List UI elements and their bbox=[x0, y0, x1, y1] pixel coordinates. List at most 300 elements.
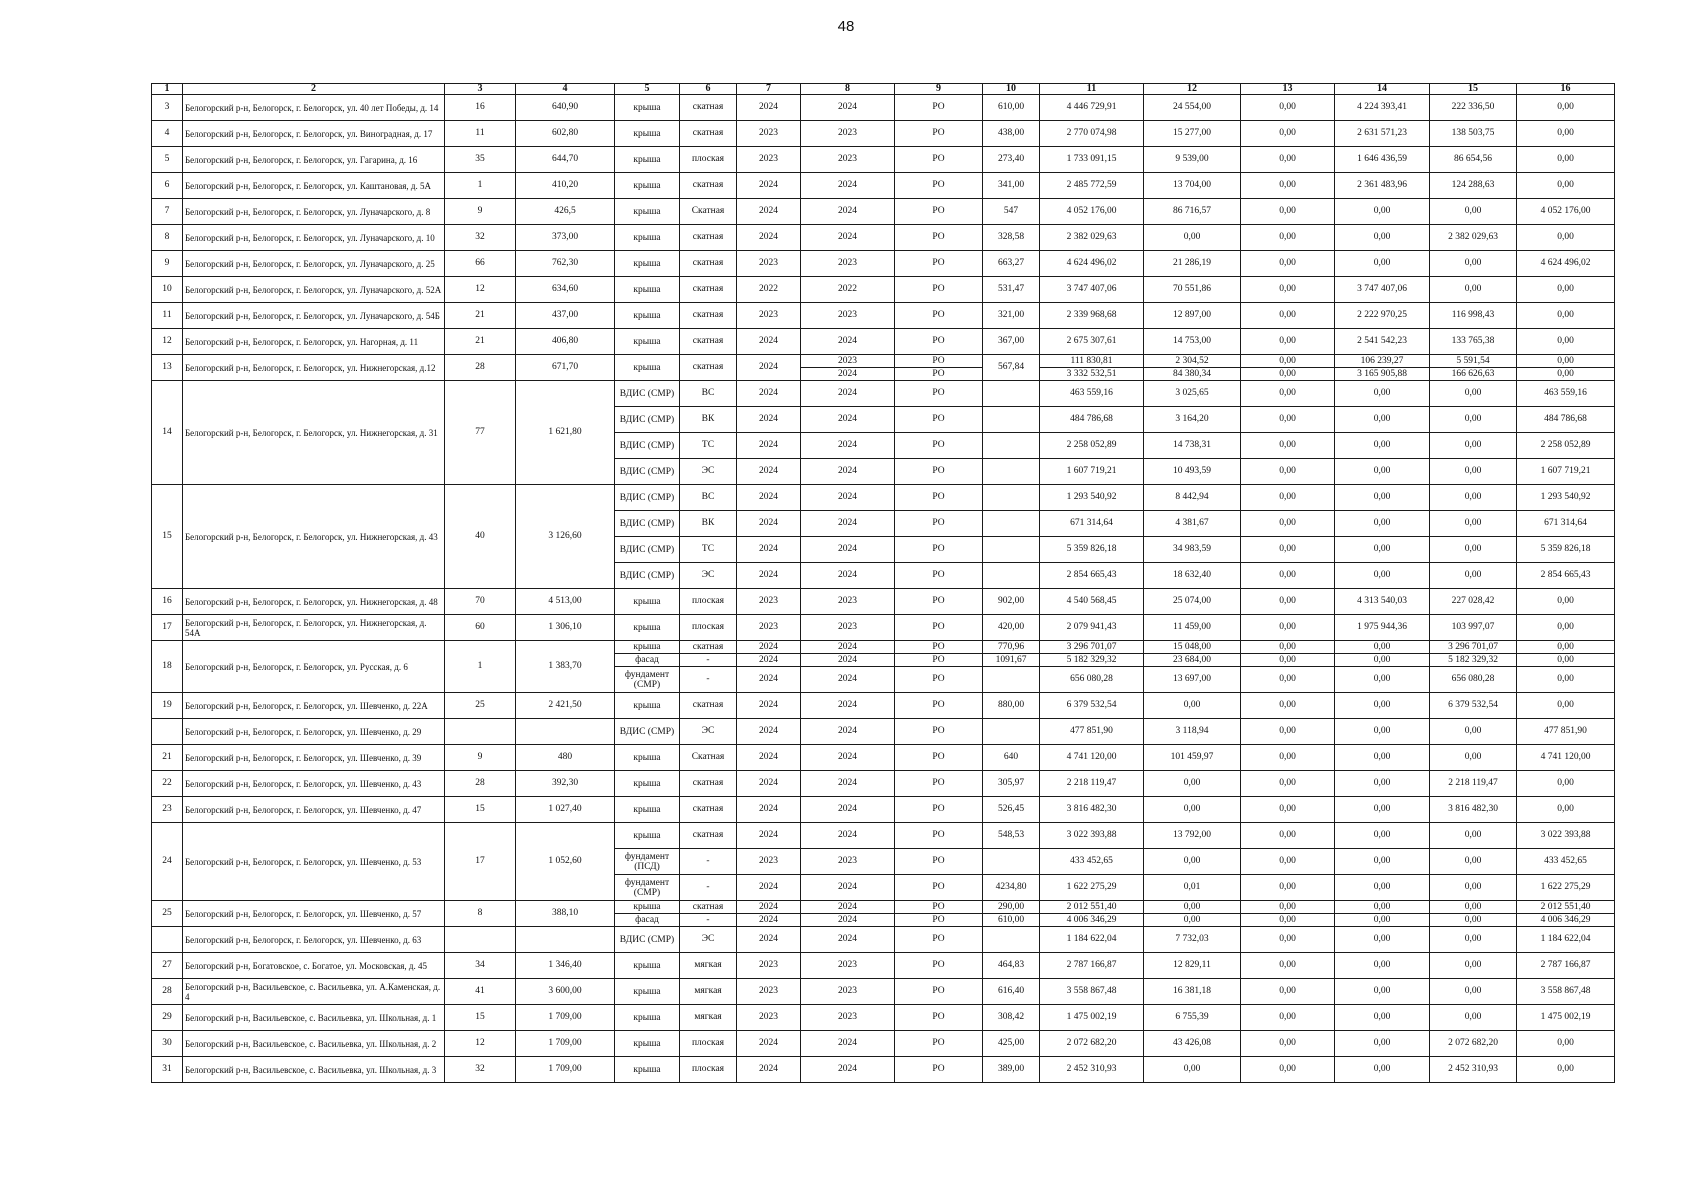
cost-total: 671 314,64 bbox=[1040, 511, 1144, 537]
year-plan: 2024 bbox=[737, 459, 801, 485]
area bbox=[516, 719, 615, 745]
year-actual: 2024 bbox=[801, 875, 895, 901]
cost-total: 1 607 719,21 bbox=[1040, 459, 1144, 485]
year-actual: 2023 bbox=[801, 1005, 895, 1031]
year-plan: 2024 bbox=[737, 901, 801, 914]
work-type: крыша bbox=[615, 953, 680, 979]
cost-item-15: 86 654,56 bbox=[1430, 147, 1517, 173]
table-row bbox=[152, 173, 1615, 199]
cost-item-14: 1 646 436,59 bbox=[1335, 147, 1430, 173]
cost-item-15: 0,00 bbox=[1430, 459, 1517, 485]
year-plan: 2024 bbox=[737, 381, 801, 407]
cost-item-15: 0,00 bbox=[1430, 914, 1517, 927]
subtype: Скатная bbox=[680, 199, 737, 225]
apartments: 32 bbox=[445, 225, 516, 251]
cost-item-15: 0,00 bbox=[1430, 433, 1517, 459]
funding-source: РО bbox=[895, 771, 983, 797]
cost-item-15: 0,00 bbox=[1430, 199, 1517, 225]
address: Белогорский р-н, Белогорск, г. Белогорск, ул. Нижнегорская, д. 54А bbox=[183, 615, 445, 641]
apartments: 15 bbox=[445, 1005, 516, 1031]
cost-total: 2 218 119,47 bbox=[1040, 771, 1144, 797]
volume: 328,58 bbox=[983, 225, 1040, 251]
area: 1 709,00 bbox=[516, 1005, 615, 1031]
address: Белогорский р-н, Белогорск, г. Белогорск, ул. Нижнегорская, д. 43 bbox=[183, 485, 445, 589]
work-type: крыша bbox=[615, 251, 680, 277]
work-type: крыша bbox=[615, 693, 680, 719]
funding-source: РО bbox=[895, 147, 983, 173]
cost-total: 2 382 029,63 bbox=[1040, 225, 1144, 251]
subtype: ВК bbox=[680, 407, 737, 433]
subtype: ЭС bbox=[680, 719, 737, 745]
cost-item-12: 2 304,52 bbox=[1144, 355, 1241, 368]
year-actual: 2024 bbox=[801, 381, 895, 407]
cost-item-16: 2 258 052,89 bbox=[1517, 433, 1615, 459]
year-actual: 2024 bbox=[801, 654, 895, 667]
funding-source: РО bbox=[895, 225, 983, 251]
subtype: ЭС bbox=[680, 563, 737, 589]
table-row bbox=[152, 95, 1615, 121]
column-header: 6 bbox=[680, 84, 737, 95]
cost-total: 2 079 941,43 bbox=[1040, 615, 1144, 641]
subtype: скатная bbox=[680, 121, 737, 147]
cost-item-16: 4 741 120,00 bbox=[1517, 745, 1615, 771]
funding-source: РО bbox=[895, 368, 983, 381]
apartments: 21 bbox=[445, 329, 516, 355]
address: Белогорский р-н, Белогорск, г. Белогорск, ул. Шевченко, д. 47 bbox=[183, 797, 445, 823]
year-plan: 2024 bbox=[737, 355, 801, 381]
year-actual: 2024 bbox=[801, 199, 895, 225]
address: Белогорский р-н, Белогорск, г. Белогорск, ул. Шевченко, д. 43 bbox=[183, 771, 445, 797]
cost-item-12: 24 554,00 bbox=[1144, 95, 1241, 121]
volume: 610,00 bbox=[983, 914, 1040, 927]
apartments: 16 bbox=[445, 95, 516, 121]
work-type: крыша bbox=[615, 303, 680, 329]
cost-item-13: 0,00 bbox=[1241, 875, 1335, 901]
year-plan: 2024 bbox=[737, 511, 801, 537]
cost-item-12: 14 753,00 bbox=[1144, 329, 1241, 355]
apartments: 34 bbox=[445, 953, 516, 979]
year-actual: 2023 bbox=[801, 849, 895, 875]
column-header: 1 bbox=[152, 84, 183, 95]
column-header: 9 bbox=[895, 84, 983, 95]
cost-item-16: 4 624 496,02 bbox=[1517, 251, 1615, 277]
subtype: ВС bbox=[680, 485, 737, 511]
work-type: крыша bbox=[615, 173, 680, 199]
cost-item-16: 0,00 bbox=[1517, 368, 1615, 381]
cost-item-16: 0,00 bbox=[1517, 225, 1615, 251]
volume: 273,40 bbox=[983, 147, 1040, 173]
table-row bbox=[152, 927, 1615, 953]
year-plan: 2024 bbox=[737, 95, 801, 121]
cost-item-15: 0,00 bbox=[1430, 745, 1517, 771]
cost-total: 3 022 393,88 bbox=[1040, 823, 1144, 849]
work-type: крыша bbox=[615, 797, 680, 823]
funding-source: РО bbox=[895, 615, 983, 641]
subtype: скатная bbox=[680, 771, 737, 797]
cost-item-15: 2 452 310,93 bbox=[1430, 1057, 1517, 1083]
cost-item-12: 8 442,94 bbox=[1144, 485, 1241, 511]
cost-item-13: 0,00 bbox=[1241, 914, 1335, 927]
area: 410,20 bbox=[516, 173, 615, 199]
cost-item-16: 1 475 002,19 bbox=[1517, 1005, 1615, 1031]
subtype: скатная bbox=[680, 173, 737, 199]
volume: 547 bbox=[983, 199, 1040, 225]
column-header: 4 bbox=[516, 84, 615, 95]
cost-item-16: 0,00 bbox=[1517, 329, 1615, 355]
year-actual: 2024 bbox=[801, 797, 895, 823]
year-actual: 2024 bbox=[801, 511, 895, 537]
year-actual: 2024 bbox=[801, 914, 895, 927]
subtype: плоская bbox=[680, 1031, 737, 1057]
table-row bbox=[152, 745, 1615, 771]
year-actual: 2024 bbox=[801, 823, 895, 849]
volume bbox=[983, 381, 1040, 407]
area: 644,70 bbox=[516, 147, 615, 173]
year-actual: 2024 bbox=[801, 745, 895, 771]
row-number: 11 bbox=[152, 303, 183, 329]
cost-item-13: 0,00 bbox=[1241, 329, 1335, 355]
apartments: 28 bbox=[445, 355, 516, 381]
cost-item-13: 0,00 bbox=[1241, 433, 1335, 459]
cost-item-16: 0,00 bbox=[1517, 1031, 1615, 1057]
table-row bbox=[152, 199, 1615, 225]
cost-item-14: 0,00 bbox=[1335, 485, 1430, 511]
cost-item-12: 0,00 bbox=[1144, 1057, 1241, 1083]
year-plan: 2024 bbox=[737, 927, 801, 953]
year-actual: 2023 bbox=[801, 303, 895, 329]
cost-item-15: 227 028,42 bbox=[1430, 589, 1517, 615]
cost-item-13: 0,00 bbox=[1241, 355, 1335, 368]
volume: 640 bbox=[983, 745, 1040, 771]
cost-total: 2 258 052,89 bbox=[1040, 433, 1144, 459]
work-type: крыша bbox=[615, 745, 680, 771]
apartments: 32 bbox=[445, 1057, 516, 1083]
cost-item-13: 0,00 bbox=[1241, 121, 1335, 147]
funding-source: РО bbox=[895, 1057, 983, 1083]
area: 602,80 bbox=[516, 121, 615, 147]
cost-item-13: 0,00 bbox=[1241, 953, 1335, 979]
cost-item-15: 2 072 682,20 bbox=[1430, 1031, 1517, 1057]
year-actual: 2024 bbox=[801, 329, 895, 355]
cost-item-14: 0,00 bbox=[1335, 849, 1430, 875]
address: Белогорский р-н, Белогорск, г. Белогорск, ул. Каштановая, д. 5А bbox=[183, 173, 445, 199]
cost-total: 1 184 622,04 bbox=[1040, 927, 1144, 953]
cost-total: 3 816 482,30 bbox=[1040, 797, 1144, 823]
year-plan: 2024 bbox=[737, 407, 801, 433]
volume bbox=[983, 407, 1040, 433]
area: 2 421,50 bbox=[516, 693, 615, 719]
funding-source: РО bbox=[895, 823, 983, 849]
cost-item-12: 0,00 bbox=[1144, 225, 1241, 251]
volume: 389,00 bbox=[983, 1057, 1040, 1083]
work-type: ВДИС (СМР) bbox=[615, 927, 680, 953]
cost-item-15: 0,00 bbox=[1430, 563, 1517, 589]
cost-item-12: 0,00 bbox=[1144, 914, 1241, 927]
year-plan: 2024 bbox=[737, 433, 801, 459]
year-actual: 2024 bbox=[801, 667, 895, 693]
cost-item-13: 0,00 bbox=[1241, 901, 1335, 914]
cost-item-14: 0,00 bbox=[1335, 875, 1430, 901]
year-plan: 2024 bbox=[737, 641, 801, 654]
volume: 308,42 bbox=[983, 1005, 1040, 1031]
cost-item-14: 0,00 bbox=[1335, 563, 1430, 589]
volume: 567,84 bbox=[983, 355, 1040, 381]
year-actual: 2024 bbox=[801, 1057, 895, 1083]
address: Белогорский р-н, Белогорск, г. Белогорск, ул. Гагарина, д. 16 bbox=[183, 147, 445, 173]
address: Белогорский р-н, Белогорск, г. Белогорск, ул. Луначарского, д. 52А bbox=[183, 277, 445, 303]
table-row bbox=[152, 771, 1615, 797]
row-number: 28 bbox=[152, 979, 183, 1005]
table-row bbox=[152, 485, 1615, 511]
year-plan: 2024 bbox=[737, 823, 801, 849]
apartments bbox=[445, 719, 516, 745]
cost-total: 2 787 166,87 bbox=[1040, 953, 1144, 979]
table-row bbox=[152, 693, 1615, 719]
cost-item-14: 0,00 bbox=[1335, 654, 1430, 667]
row-number: 23 bbox=[152, 797, 183, 823]
cost-item-16: 5 359 826,18 bbox=[1517, 537, 1615, 563]
year-plan: 2024 bbox=[737, 485, 801, 511]
column-header: 15 bbox=[1430, 84, 1517, 95]
work-type: ВДИС (СМР) bbox=[615, 459, 680, 485]
year-plan: 2023 bbox=[737, 979, 801, 1005]
cost-item-16: 0,00 bbox=[1517, 1057, 1615, 1083]
cost-item-12: 0,00 bbox=[1144, 797, 1241, 823]
cost-item-16: 671 314,64 bbox=[1517, 511, 1615, 537]
funding-source: РО bbox=[895, 797, 983, 823]
subtype: плоская bbox=[680, 589, 737, 615]
cost-item-14: 0,00 bbox=[1335, 797, 1430, 823]
work-type: ВДИС (СМР) bbox=[615, 485, 680, 511]
row-number: 4 bbox=[152, 121, 183, 147]
cost-item-12: 0,00 bbox=[1144, 901, 1241, 914]
table-row bbox=[152, 901, 1615, 914]
cost-item-13: 0,00 bbox=[1241, 459, 1335, 485]
apartments: 11 bbox=[445, 121, 516, 147]
cost-item-12: 13 792,00 bbox=[1144, 823, 1241, 849]
cost-total: 4 741 120,00 bbox=[1040, 745, 1144, 771]
work-type: крыша bbox=[615, 121, 680, 147]
year-actual: 2023 bbox=[801, 953, 895, 979]
cost-item-13: 0,00 bbox=[1241, 719, 1335, 745]
cost-item-14: 0,00 bbox=[1335, 693, 1430, 719]
row-number: 3 bbox=[152, 95, 183, 121]
table-row bbox=[152, 303, 1615, 329]
cost-item-12: 9 539,00 bbox=[1144, 147, 1241, 173]
cost-item-14: 0,00 bbox=[1335, 719, 1430, 745]
volume: 4234,80 bbox=[983, 875, 1040, 901]
volume bbox=[983, 563, 1040, 589]
cost-total: 2 452 310,93 bbox=[1040, 1057, 1144, 1083]
cost-item-14: 0,00 bbox=[1335, 225, 1430, 251]
cost-item-13: 0,00 bbox=[1241, 1005, 1335, 1031]
cost-total: 656 080,28 bbox=[1040, 667, 1144, 693]
cost-item-12: 13 697,00 bbox=[1144, 667, 1241, 693]
area: 3 600,00 bbox=[516, 979, 615, 1005]
work-type: ВДИС (СМР) bbox=[615, 563, 680, 589]
work-type: ВДИС (СМР) bbox=[615, 719, 680, 745]
subtype: скатная bbox=[680, 641, 737, 654]
year-plan: 2024 bbox=[737, 1031, 801, 1057]
subtype: ЭС bbox=[680, 927, 737, 953]
cost-item-16: 1 293 540,92 bbox=[1517, 485, 1615, 511]
year-plan: 2022 bbox=[737, 277, 801, 303]
apartments: 12 bbox=[445, 277, 516, 303]
cost-item-12: 7 732,03 bbox=[1144, 927, 1241, 953]
cost-item-14: 0,00 bbox=[1335, 199, 1430, 225]
cost-item-15: 0,00 bbox=[1430, 485, 1517, 511]
table-row bbox=[152, 381, 1615, 407]
cost-total: 1 622 275,29 bbox=[1040, 875, 1144, 901]
cost-total: 3 558 867,48 bbox=[1040, 979, 1144, 1005]
subtype: ВК bbox=[680, 511, 737, 537]
row-number: 31 bbox=[152, 1057, 183, 1083]
cost-item-13: 0,00 bbox=[1241, 1031, 1335, 1057]
year-plan: 2024 bbox=[737, 771, 801, 797]
year-plan: 2023 bbox=[737, 121, 801, 147]
funding-source: РО bbox=[895, 121, 983, 147]
funding-source: РО bbox=[895, 511, 983, 537]
area: 426,5 bbox=[516, 199, 615, 225]
area: 640,90 bbox=[516, 95, 615, 121]
year-actual: 2024 bbox=[801, 368, 895, 381]
column-header-row bbox=[152, 84, 1615, 95]
cost-item-14: 0,00 bbox=[1335, 1031, 1430, 1057]
work-type: крыша bbox=[615, 199, 680, 225]
cost-item-16: 0,00 bbox=[1517, 589, 1615, 615]
row-number bbox=[152, 927, 183, 953]
column-header: 11 bbox=[1040, 84, 1144, 95]
cost-item-14: 0,00 bbox=[1335, 641, 1430, 654]
funding-source: РО bbox=[895, 355, 983, 368]
cost-item-12: 15 277,00 bbox=[1144, 121, 1241, 147]
cost-item-14: 3 747 407,06 bbox=[1335, 277, 1430, 303]
cost-item-16: 0,00 bbox=[1517, 355, 1615, 368]
cost-item-16: 0,00 bbox=[1517, 121, 1615, 147]
cost-item-13: 0,00 bbox=[1241, 823, 1335, 849]
row-number: 9 bbox=[152, 251, 183, 277]
cost-item-13: 0,00 bbox=[1241, 199, 1335, 225]
cost-total: 484 786,68 bbox=[1040, 407, 1144, 433]
cost-item-12: 3 025,65 bbox=[1144, 381, 1241, 407]
row-number: 17 bbox=[152, 615, 183, 641]
cost-item-14: 0,00 bbox=[1335, 979, 1430, 1005]
table-row bbox=[152, 329, 1615, 355]
funding-source: РО bbox=[895, 199, 983, 225]
year-plan: 2023 bbox=[737, 303, 801, 329]
area: 437,00 bbox=[516, 303, 615, 329]
year-actual: 2024 bbox=[801, 95, 895, 121]
cost-item-12: 34 983,59 bbox=[1144, 537, 1241, 563]
year-plan: 2024 bbox=[737, 745, 801, 771]
cost-total: 4 540 568,45 bbox=[1040, 589, 1144, 615]
year-actual: 2023 bbox=[801, 589, 895, 615]
year-plan: 2024 bbox=[737, 1057, 801, 1083]
volume bbox=[983, 459, 1040, 485]
work-type: крыша bbox=[615, 225, 680, 251]
cost-item-16: 0,00 bbox=[1517, 641, 1615, 654]
cost-item-14: 0,00 bbox=[1335, 433, 1430, 459]
cost-item-12: 6 755,39 bbox=[1144, 1005, 1241, 1031]
area: 762,30 bbox=[516, 251, 615, 277]
address: Белогорский р-н, Белогорск, г. Белогорск, ул. Нижнегорская, д.12 bbox=[183, 355, 445, 381]
address: Белогорский р-н, Белогорск, г. Белогорск, ул. 40 лет Победы, д. 14 bbox=[183, 95, 445, 121]
cost-item-15: 0,00 bbox=[1430, 953, 1517, 979]
funding-source: РО bbox=[895, 407, 983, 433]
cost-total: 5 359 826,18 bbox=[1040, 537, 1144, 563]
year-plan: 2023 bbox=[737, 147, 801, 173]
cost-item-16: 0,00 bbox=[1517, 173, 1615, 199]
cost-item-16: 3 022 393,88 bbox=[1517, 823, 1615, 849]
table-row bbox=[152, 641, 1615, 654]
table-row bbox=[152, 797, 1615, 823]
cost-total: 1 475 002,19 bbox=[1040, 1005, 1144, 1031]
area: 671,70 bbox=[516, 355, 615, 381]
cost-item-15: 2 382 029,63 bbox=[1430, 225, 1517, 251]
area: 388,10 bbox=[516, 901, 615, 927]
cost-item-12: 25 074,00 bbox=[1144, 589, 1241, 615]
cost-item-12: 11 459,00 bbox=[1144, 615, 1241, 641]
cost-item-12: 43 426,08 bbox=[1144, 1031, 1241, 1057]
cost-item-16: 2 012 551,40 bbox=[1517, 901, 1615, 914]
row-number: 30 bbox=[152, 1031, 183, 1057]
column-header: 3 bbox=[445, 84, 516, 95]
cost-item-13: 0,00 bbox=[1241, 797, 1335, 823]
cost-item-16: 0,00 bbox=[1517, 277, 1615, 303]
cost-item-12: 10 493,59 bbox=[1144, 459, 1241, 485]
row-number bbox=[152, 719, 183, 745]
year-plan: 2023 bbox=[737, 953, 801, 979]
cost-item-13: 0,00 bbox=[1241, 771, 1335, 797]
address: Белогорский р-н, Белогорск, г. Белогорск, ул. Виноградная, д. 17 bbox=[183, 121, 445, 147]
volume: 526,45 bbox=[983, 797, 1040, 823]
cost-total: 3 296 701,07 bbox=[1040, 641, 1144, 654]
funding-source: РО bbox=[895, 277, 983, 303]
cost-total: 2 012 551,40 bbox=[1040, 901, 1144, 914]
subtype: скатная bbox=[680, 355, 737, 381]
row-number: 21 bbox=[152, 745, 183, 771]
apartments: 9 bbox=[445, 199, 516, 225]
apartments: 8 bbox=[445, 901, 516, 927]
year-actual: 2024 bbox=[801, 771, 895, 797]
funding-source: РО bbox=[895, 251, 983, 277]
apartments: 41 bbox=[445, 979, 516, 1005]
cost-item-14: 2 222 970,25 bbox=[1335, 303, 1430, 329]
table-row bbox=[152, 355, 1615, 368]
year-plan: 2024 bbox=[737, 667, 801, 693]
cost-item-15: 3 816 482,30 bbox=[1430, 797, 1517, 823]
row-number: 7 bbox=[152, 199, 183, 225]
address: Белогорский р-н, Белогорск, г. Белогорск, ул. Шевченко, д. 63 bbox=[183, 927, 445, 953]
cost-total: 433 452,65 bbox=[1040, 849, 1144, 875]
subtype: ТС bbox=[680, 537, 737, 563]
year-actual: 2024 bbox=[801, 407, 895, 433]
year-actual: 2024 bbox=[801, 641, 895, 654]
subtype: скатная bbox=[680, 95, 737, 121]
row-number: 8 bbox=[152, 225, 183, 251]
cost-item-16: 3 558 867,48 bbox=[1517, 979, 1615, 1005]
cost-item-14: 2 631 571,23 bbox=[1335, 121, 1430, 147]
column-header: 5 bbox=[615, 84, 680, 95]
column-header: 10 bbox=[983, 84, 1040, 95]
volume bbox=[983, 433, 1040, 459]
table-row bbox=[152, 1057, 1615, 1083]
year-plan: 2024 bbox=[737, 654, 801, 667]
cost-item-15: 0,00 bbox=[1430, 277, 1517, 303]
subtype: плоская bbox=[680, 615, 737, 641]
cost-item-14: 3 165 905,88 bbox=[1335, 368, 1430, 381]
column-header: 7 bbox=[737, 84, 801, 95]
